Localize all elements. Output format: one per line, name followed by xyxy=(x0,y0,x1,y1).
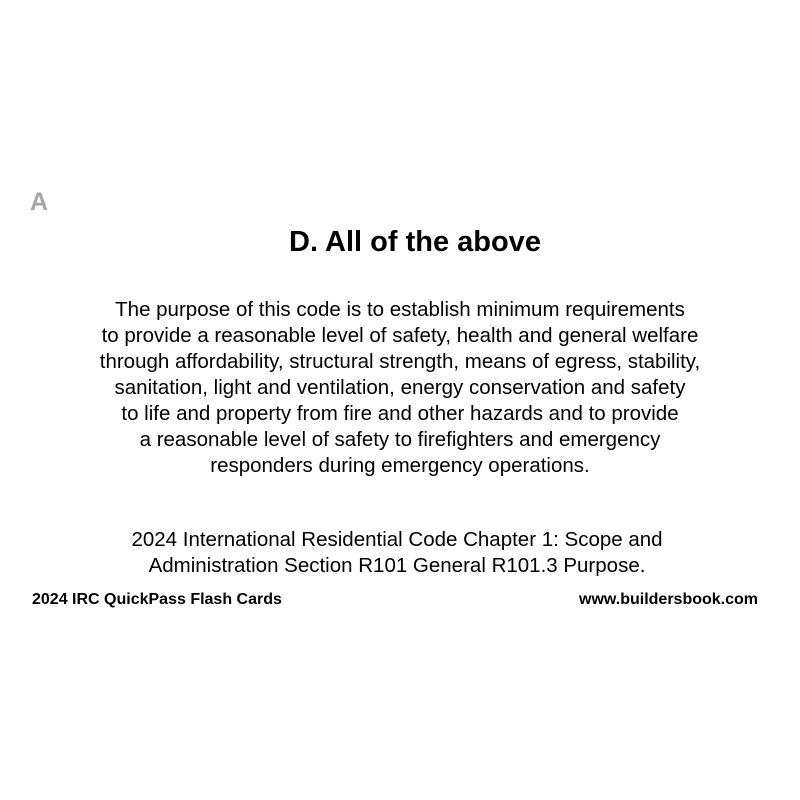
footer-website: www.buildersbook.com xyxy=(579,591,758,608)
card-side-letter: A xyxy=(30,188,49,216)
reference-line: Administration Section R101 General R101.3 Purpose. xyxy=(148,554,646,577)
explanation-line: to life and property from fire and other hazards and to provide xyxy=(121,402,679,425)
reference-line: 2024 International Residential Code Chapter 1: Scope and xyxy=(131,528,663,551)
explanation-line: The purpose of this code is to establish minimum requirements xyxy=(115,298,685,321)
explanation-line: a reasonable level of safety to firefighters and emergency xyxy=(139,428,661,451)
explanation-line: responders during emergency operations. xyxy=(210,454,590,477)
code-reference xyxy=(40,527,754,579)
answer-explanation xyxy=(40,297,760,479)
answer-title: D. All of the above xyxy=(289,226,541,258)
explanation-line: sanitation, light and ventilation, energy conservation and safety xyxy=(114,376,686,399)
footer-product-name: 2024 IRC QuickPass Flash Cards xyxy=(32,591,282,608)
explanation-line: through affordability, structural strength, means of egress, stability, xyxy=(99,350,701,373)
explanation-line: to provide a reasonable level of safety, health and general welfare xyxy=(101,324,699,347)
